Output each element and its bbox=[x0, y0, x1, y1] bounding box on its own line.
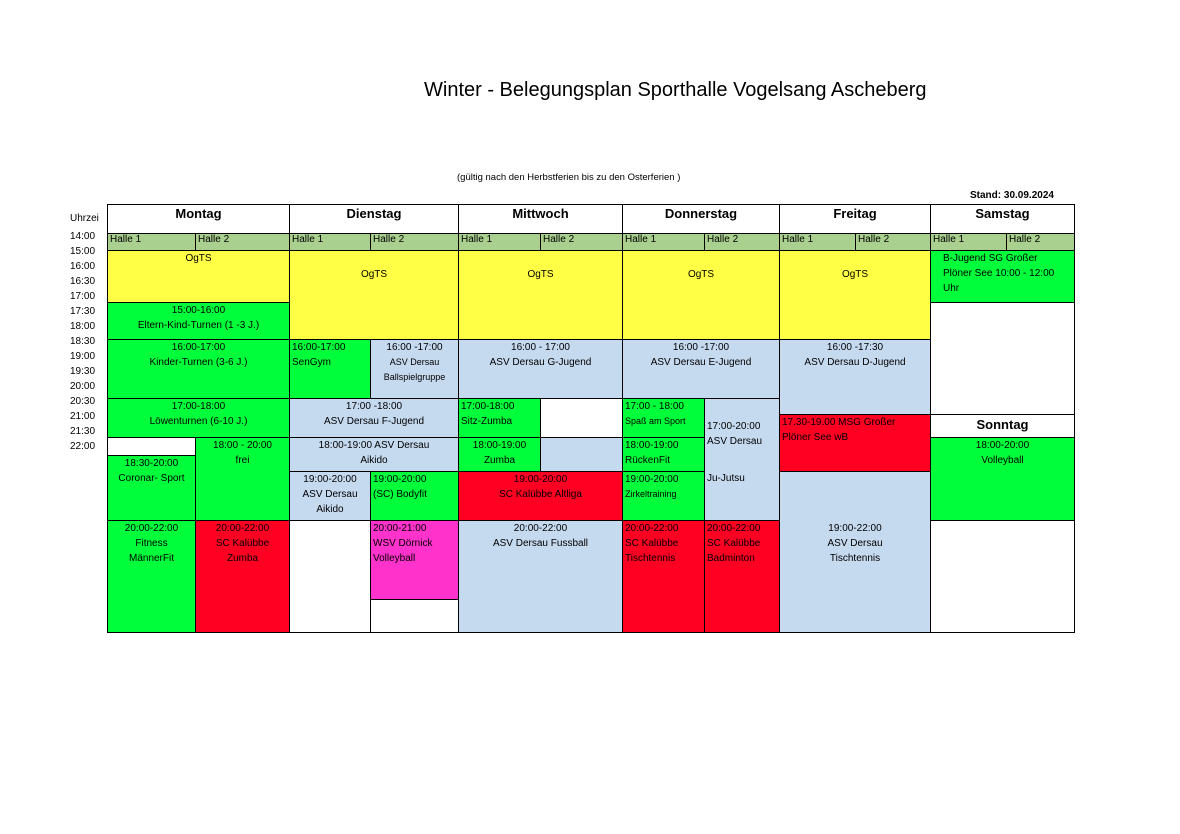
slot-label: SC Kalübbe bbox=[215, 538, 270, 549]
slot-dienstag-aikido-halle1 bbox=[289, 471, 371, 521]
slot-label: 17.30-19.00 MSG Großer bbox=[782, 417, 896, 428]
slot-dienstag-bodyfit bbox=[370, 471, 459, 521]
slot-label: Zumba bbox=[483, 455, 516, 466]
slot-sonntag-volleyball bbox=[930, 437, 1075, 521]
slot-montag-coronar-sport bbox=[107, 455, 196, 521]
slot-mittwoch-empty bbox=[540, 437, 623, 472]
slot-montag-kinder-turnen bbox=[107, 339, 290, 399]
slot-label: Uhr bbox=[943, 283, 960, 294]
slot-label: Aikido bbox=[316, 504, 344, 515]
time-label: 21:00 bbox=[70, 411, 96, 422]
slot-time: 19:00-20:00 bbox=[303, 474, 357, 485]
slot-sonntag-empty bbox=[930, 520, 1075, 633]
slot-dienstag-f-jugend bbox=[289, 398, 459, 438]
slot-mittwoch-altliga bbox=[458, 471, 623, 521]
slot-time: 16:00 -17:00 bbox=[672, 342, 730, 353]
hall-2-header: Halle 2 bbox=[704, 233, 780, 251]
slot-time: 19:00-20:00 bbox=[625, 474, 679, 485]
slot-label: ASV Dersau F-Jugend bbox=[323, 416, 425, 427]
slot-label: ASV Dersau bbox=[389, 357, 440, 367]
slot-montag-frei bbox=[195, 437, 290, 521]
slot-montag-ogts bbox=[107, 250, 290, 303]
slot-time: 17:00 - 18:00 bbox=[625, 401, 684, 412]
stand-date: Stand: 30.09.2024 bbox=[970, 190, 1054, 201]
time-label: 17:00 bbox=[70, 291, 96, 302]
day-header-montag: Montag bbox=[107, 204, 290, 234]
hall-2-header: Halle 2 bbox=[195, 233, 290, 251]
time-label: 18:30 bbox=[70, 336, 96, 347]
slot-time: 16:00 -17:30 bbox=[826, 342, 884, 353]
slot-time: 18:00 - 20:00 bbox=[213, 440, 272, 451]
slot-label: ASV Dersau G-Jugend bbox=[489, 357, 592, 368]
slot-time: 18:00-20:00 bbox=[975, 440, 1030, 451]
slot-label: Eltern-Kind-Turnen (1 -3 J.) bbox=[137, 320, 260, 331]
slot-time: 16:00-17:00 bbox=[171, 342, 226, 353]
slot-time: 16:00 -17:00 bbox=[386, 342, 443, 353]
time-label: 20:30 bbox=[70, 396, 96, 407]
time-header: Uhrzei bbox=[70, 213, 99, 224]
slot-label: ASV Dersau bbox=[302, 489, 358, 500]
time-label: 14:00 bbox=[70, 231, 96, 242]
slot-montag-maennerfit bbox=[107, 520, 196, 633]
day-header-samstag: Samstag bbox=[930, 204, 1075, 234]
slot-mittwoch-sitz-zumba bbox=[458, 398, 541, 438]
slot-label: Löwenturnen (6-10 J.) bbox=[149, 416, 248, 427]
slot-time: 19:00-20:00 bbox=[373, 474, 427, 485]
slot-freitag-ogts bbox=[779, 250, 931, 340]
time-label: 21:30 bbox=[70, 426, 96, 437]
day-header-donnerstag: Donnerstag bbox=[622, 204, 780, 234]
slot-mittwoch-ogts bbox=[458, 250, 623, 340]
slot-time: 20:00-22:00 bbox=[215, 523, 270, 534]
slot-time: 15:00-16:00 bbox=[171, 305, 226, 316]
slot-freitag-msg bbox=[779, 414, 931, 472]
time-label: 19:00 bbox=[70, 351, 96, 362]
slot-time: 18:00-19:00 bbox=[472, 440, 527, 451]
slot-donnerstag-zirkeltraining bbox=[622, 471, 705, 521]
time-label: 17:30 bbox=[70, 306, 96, 317]
slot-freitag-d-jugend bbox=[779, 339, 931, 415]
slot-time: 17:00 -18:00 bbox=[345, 401, 403, 412]
slot-time: 16:00 - 17:00 bbox=[511, 342, 570, 353]
slot-label: Aikido bbox=[360, 455, 388, 466]
slot-dienstag-empty bbox=[370, 599, 459, 633]
slot-label: Ju-Jutsu bbox=[707, 473, 745, 484]
slot-time: 20:00-22:00 bbox=[625, 523, 679, 534]
hall-1-header: Halle 1 bbox=[289, 233, 371, 251]
slot-dienstag-empty bbox=[289, 520, 371, 633]
slot-label: OgTS bbox=[360, 269, 388, 280]
slot-label: OgTS bbox=[527, 269, 554, 280]
slot-label: 18:00-19:00 ASV Dersau bbox=[318, 440, 430, 451]
slot-label: ASV Dersau bbox=[827, 538, 883, 549]
slot-time: 20:00-22:00 bbox=[707, 523, 761, 534]
day-header-dienstag: Dienstag bbox=[289, 204, 459, 234]
slot-dienstag-ogts bbox=[289, 250, 459, 340]
slot-time: 18:30-20:00 bbox=[124, 458, 179, 469]
slot-montag-empty bbox=[107, 437, 196, 456]
slot-label: Badminton bbox=[707, 553, 755, 564]
slot-label: MännerFit bbox=[128, 553, 174, 564]
slot-donnerstag-ogts bbox=[622, 250, 780, 340]
slot-dienstag-sengym bbox=[289, 339, 371, 399]
slot-time: 20:00-21:00 bbox=[373, 523, 427, 534]
slot-donnerstag-tischtennis bbox=[622, 520, 705, 633]
slot-time: 19:00-22:00 bbox=[828, 523, 882, 534]
slot-label: OgTS bbox=[687, 269, 715, 280]
slot-label: Plöner See wB bbox=[782, 432, 849, 443]
slot-freitag-tischtennis bbox=[779, 471, 931, 633]
slot-label: SC Kalübbe bbox=[707, 538, 761, 549]
slot-montag-zumba bbox=[195, 520, 290, 633]
slot-time: 19:00-20:00 bbox=[513, 474, 568, 485]
slot-label: ASV Dersau bbox=[707, 436, 763, 447]
slot-label: Ballspielgruppe bbox=[383, 372, 446, 382]
hall-2-header: Halle 2 bbox=[540, 233, 623, 251]
hall-1-header: Halle 1 bbox=[107, 233, 196, 251]
slot-label: B-Jugend SG Großer bbox=[943, 253, 1038, 264]
hall-1-header: Halle 1 bbox=[930, 233, 1007, 251]
slot-time: 20:00-22:00 bbox=[513, 523, 568, 534]
slot-mittwoch-g-jugend bbox=[458, 339, 623, 399]
slot-label: Fitness bbox=[135, 538, 168, 549]
slot-montag-loewenturnen bbox=[107, 398, 290, 438]
slot-label: SC Kalübbe bbox=[625, 538, 679, 549]
slot-mittwoch-fussball bbox=[458, 520, 623, 633]
slot-label: ASV Dersau E-Jugend bbox=[650, 357, 752, 368]
slot-label: Sitz-Zumba bbox=[461, 416, 513, 427]
slot-label: SC Kalübbe Altliga bbox=[499, 489, 582, 500]
slot-dienstag-wsv-volleyball bbox=[370, 520, 459, 600]
day-header-freitag: Freitag bbox=[779, 204, 931, 234]
slot-label: Zirkeltraining bbox=[625, 489, 677, 499]
hall-1-header: Halle 1 bbox=[458, 233, 541, 251]
slot-time: 17:00-20:00 bbox=[707, 421, 761, 432]
hall-2-header: Halle 2 bbox=[855, 233, 931, 251]
slot-label: OgTS bbox=[841, 269, 869, 280]
slot-label: Tischtennis bbox=[625, 553, 676, 564]
slot-montag-eltern-kind-turnen bbox=[107, 302, 290, 340]
slot-label: OgTS bbox=[185, 253, 212, 264]
time-label: 18:00 bbox=[70, 321, 96, 332]
slot-time: 17:00-18:00 bbox=[171, 401, 226, 412]
slot-label: RückenFit bbox=[625, 455, 671, 466]
day-header-mittwoch: Mittwoch bbox=[458, 204, 623, 234]
slot-dienstag-aikido bbox=[289, 437, 459, 472]
slot-label: ASV Dersau D-Jugend bbox=[804, 357, 906, 368]
slot-label: (SC) Bodyfit bbox=[373, 489, 427, 500]
slot-mittwoch-empty bbox=[540, 398, 623, 438]
day-header-sonntag: Sonntag bbox=[930, 414, 1075, 438]
slot-label: Plöner See 10:00 - 12:00 bbox=[943, 268, 1055, 279]
slot-label: Kinder-Turnen (3-6 J.) bbox=[149, 357, 248, 368]
slot-samstag-empty bbox=[930, 302, 1075, 415]
page-title: Winter - Belegungsplan Sporthalle Vogelsang Ascheberg bbox=[424, 79, 927, 101]
slot-label: Spaß am Sport bbox=[625, 416, 686, 426]
time-label: 15:00 bbox=[70, 246, 96, 257]
slot-label: WSV Dörnick bbox=[373, 538, 433, 549]
time-label: 22:00 bbox=[70, 441, 96, 452]
slot-donnerstag-ju-jutsu bbox=[704, 398, 780, 521]
slot-dienstag-ballspielgruppe bbox=[370, 339, 459, 399]
slot-label: SenGym bbox=[292, 357, 331, 368]
slot-label: frei bbox=[235, 455, 250, 466]
slot-label: ASV Dersau Fussball bbox=[492, 538, 589, 549]
slot-time: 16:00-17:00 bbox=[292, 342, 346, 353]
time-label: 16:30 bbox=[70, 276, 96, 287]
slot-donnerstag-spass-am-sport bbox=[622, 398, 705, 438]
hall-2-header: Halle 2 bbox=[1006, 233, 1075, 251]
time-label: 16:00 bbox=[70, 261, 96, 272]
slot-time: 20:00-22:00 bbox=[124, 523, 179, 534]
slot-donnerstag-badminton bbox=[704, 520, 780, 633]
slot-donnerstag-e-jugend bbox=[622, 339, 780, 399]
slot-time: 17:00-18:00 bbox=[461, 401, 515, 412]
time-label: 20:00 bbox=[70, 381, 96, 392]
slot-label: Coronar- Sport bbox=[118, 473, 185, 484]
page-subtitle: (gültig nach den Herbstferien bis zu den Osterferien ) bbox=[457, 172, 681, 183]
time-label: 19:30 bbox=[70, 366, 96, 377]
slot-time: 18:00-19:00 bbox=[625, 440, 679, 451]
slot-label: Volleyball bbox=[981, 455, 1024, 466]
hall-1-header: Halle 1 bbox=[622, 233, 705, 251]
hall-2-header: Halle 2 bbox=[370, 233, 459, 251]
slot-samstag-b-jugend bbox=[930, 250, 1075, 303]
slot-donnerstag-rueckenfit bbox=[622, 437, 705, 472]
slot-label: Zumba bbox=[226, 553, 259, 564]
slot-mittwoch-zumba bbox=[458, 437, 541, 472]
slot-label: Volleyball bbox=[373, 553, 416, 564]
slot-label: Tischtennis bbox=[829, 553, 881, 564]
hall-1-header: Halle 1 bbox=[779, 233, 856, 251]
